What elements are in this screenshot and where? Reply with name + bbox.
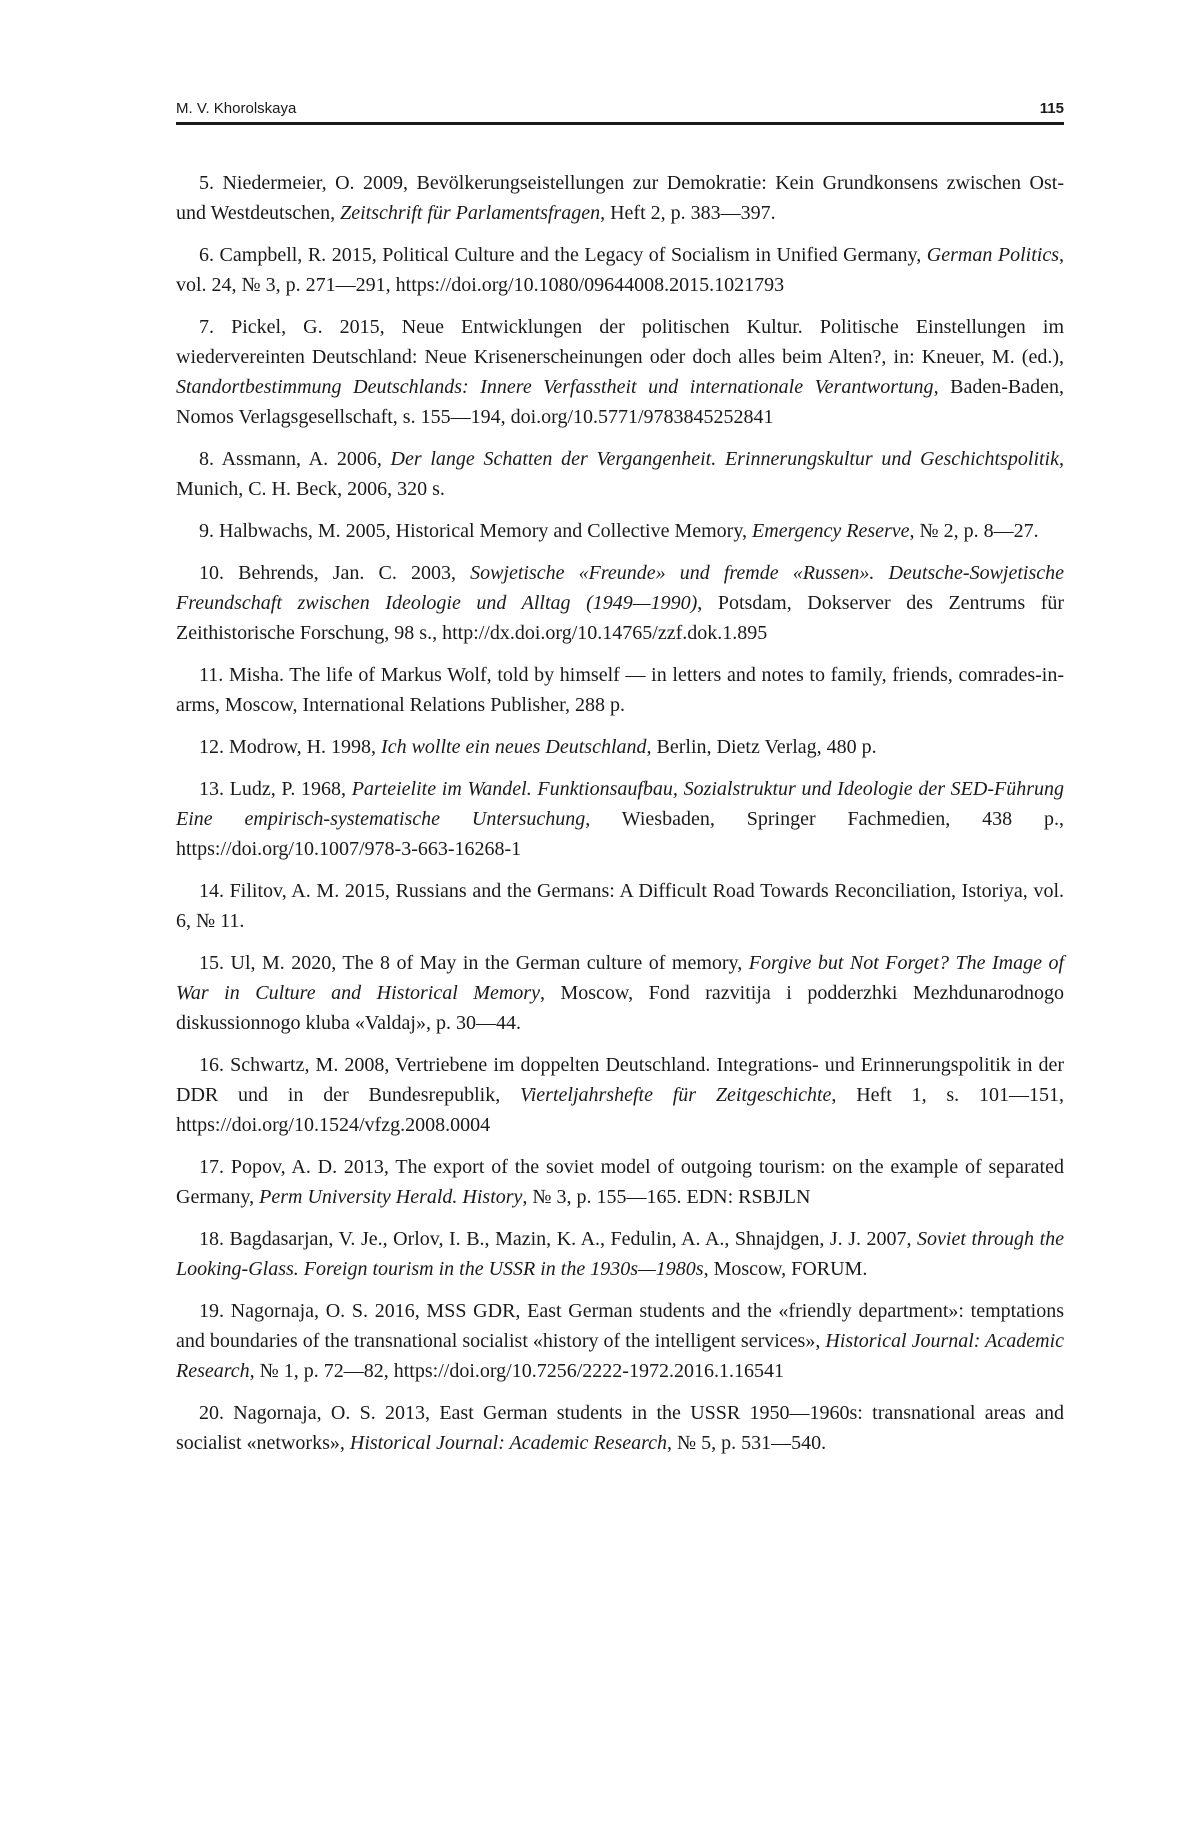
reference-text: , Potsdam, Dokserver des Zentrums für Zeithistorische Forschung, 98 s., http://dx.doi.org/10.14765/zzf.dok.1.895 — [176, 592, 1065, 644]
author-name: M. V. Khorolskaya — [176, 100, 297, 117]
reference-text: , vol. 24, № 3, p. 271—291, https://doi.org/10.1080/09644008.2015.1021793 — [176, 244, 1064, 296]
reference-title: Vierteljahrshefte für Zeitgeschichte — [520, 1084, 832, 1106]
reference-title: Perm University Herald. History — [259, 1186, 523, 1208]
reference-text: , № 2, p. 8—27. — [909, 520, 1039, 542]
reference-item — [176, 1398, 1064, 1458]
reference-text: , Moscow, Fond razvitija i podderzhki Mezhdunarodnogo diskussionnogo kluba «Valdaj», p. 30—44. — [176, 982, 1064, 1034]
reference-title: Sowjetische «Freunde» und fremde «Russen». Deutsche-Sowjetische Freundschaft zwischen Ideologie und Alltag (1949—1990) — [176, 562, 1064, 614]
reference-item — [176, 774, 1064, 864]
reference-text: 15. Ul, M. 2020, The 8 of May in the German culture of memory, — [199, 952, 749, 974]
reference-title: Parteielite im Wandel. Funktionsaufbau, Sozialstruktur und Ideologie der SED-Führung Eine empirisch-systematische Untersuchung — [176, 778, 1065, 830]
reference-text: 9. Halbwachs, M. 2005, Historical Memory and Collective Memory, — [199, 520, 753, 542]
reference-title: German Politics — [926, 244, 1059, 266]
reference-text: 17. Popov, A. D. 2013, The export of the soviet model of outgoing tourism: on the example of separated Germany, — [176, 1156, 1064, 1208]
running-header — [176, 100, 1064, 124]
reference-text: 13. Ludz, P. 1968, — [199, 778, 352, 800]
reference-title: Der lange Schatten der Vergangenheit. Erinnerungskultur und Geschichtspolitik — [390, 448, 1059, 470]
reference-title: Historical Journal: Academic Research — [349, 1432, 668, 1454]
reference-text: 10. Behrends, Jan. C. 2003, — [199, 562, 471, 584]
reference-text: 7. Pickel, G. 2015, Neue Entwicklungen der politischen Kultur. Politische Einstellungen im wiedervereinten Deutschland: Neue Krisenerscheinungen oder doch alles beim Alten?, in: Kneuer, M. (ed.), — [176, 316, 1064, 368]
reference-title: Standortbestimmung Deutschlands: Innere Verfasstheit und internationale Verantwortung — [176, 376, 934, 398]
reference-text: , № 5, p. 531—540. — [667, 1432, 827, 1454]
page-number: 115 — [1039, 100, 1064, 117]
reference-text: 12. Modrow, H. 1998, — [199, 736, 382, 758]
reference-item — [176, 558, 1064, 648]
reference-item — [176, 660, 1064, 720]
reference-item — [176, 1152, 1064, 1212]
reference-item — [176, 240, 1064, 300]
reference-text: , Moscow, FORUM. — [703, 1258, 868, 1280]
reference-title: Soviet through the Looking-Glass. Foreign tourism in the USSR in the 1930s—1980s — [176, 1228, 1065, 1280]
reference-text: 18. Bagdasarjan, V. Je., Orlov, I. B., Mazin, K. A., Fedulin, A. A., Shnajdgen, J. J. 2007, — [199, 1228, 918, 1250]
reference-title: Emergency Reserve — [752, 520, 910, 542]
reference-item — [176, 948, 1064, 1038]
reference-text: 16. Schwartz, M. 2008, Vertriebene im doppelten Deutschland. Integrations- und Erinnerungspolitik in der DDR und in der Bundesrepublik, — [176, 1054, 1064, 1106]
reference-text: , Munich, C. H. Beck, 2006, 320 s. — [176, 448, 1064, 500]
reference-text: 19. Nagornaja, O. S. 2016, MSS GDR, East German students and the «friendly department»: temptations and boundaries of the transnational socialist «history of the intelligent services», — [176, 1300, 1064, 1352]
reference-title: Forgive but Not Forget? The Image of War in Culture and Historical Memory — [176, 952, 1065, 1004]
reference-text: , Heft 1, s. 101—151, https://doi.org/10.1524/vfzg.2008.0004 — [176, 1084, 1064, 1136]
reference-text: , № 3, p. 155—165. EDN: RSBJLN — [522, 1186, 811, 1208]
reference-item — [176, 732, 1064, 762]
reference-title: Ich wollte ein neues Deutschland — [381, 736, 647, 758]
reference-title: Historical Journal: Academic Research — [176, 1330, 1065, 1382]
reference-item — [176, 312, 1064, 432]
reference-text: , Heft 2, p. 383—397. — [600, 202, 776, 224]
reference-text: 8. Assmann, A. 2006, — [199, 448, 391, 470]
reference-text: , Berlin, Dietz Verlag, 480 p. — [646, 736, 877, 758]
reference-item — [176, 516, 1064, 546]
reference-item — [176, 1224, 1064, 1284]
header-rule — [176, 122, 1064, 125]
reference-title: Zeitschrift für Parlamentsfragen — [340, 202, 601, 224]
reference-list — [176, 168, 1064, 1470]
reference-item — [176, 876, 1064, 936]
reference-text: 6. Campbell, R. 2015, Political Culture and the Legacy of Socialism in Unified Germany, — [199, 244, 927, 266]
reference-item — [176, 1296, 1064, 1386]
reference-text: 20. Nagornaja, O. S. 2013, East German students in the USSR 1950—1960s: transnational areas and socialist «networks», — [176, 1402, 1064, 1454]
reference-text: 14. Filitov, A. M. 2015, Russians and the Germans: A Difficult Road Towards Reconciliation, Istoriya, vol. 6, № 11. — [176, 880, 1064, 932]
reference-text: , Baden-Baden, Nomos Verlagsgesellschaft, s. 155—194, doi.org/10.5771/9783845252841 — [176, 376, 1064, 428]
reference-text: 11. Misha. The life of Markus Wolf, told by himself — in letters and notes to family, friends, comrades-in-arms, Moscow, International Relations Publisher, 288 p. — [176, 664, 1064, 716]
reference-text: , Wiesbaden, Springer Fachmedien, 438 p., https://doi.org/10.1007/978-3-663-16268-1 — [176, 808, 1065, 860]
reference-item — [176, 444, 1064, 504]
reference-item — [176, 1050, 1064, 1140]
reference-text: , № 1, p. 72—82, https://doi.org/10.7256/2222-1972.2016.1.16541 — [249, 1360, 784, 1382]
reference-item — [176, 168, 1064, 228]
reference-text: 5. Niedermeier, O. 2009, Bevölkerungseistellungen zur Demokratie: Kein Grundkonsens zwischen Ost- und Westdeutschen, — [176, 172, 1064, 224]
